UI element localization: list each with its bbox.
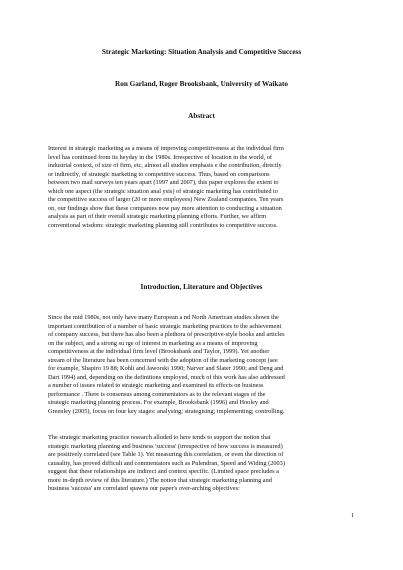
text-line: Greenley (2005), focus on four key stages: analysing; strategising; implementing; controlling. — [48, 407, 285, 415]
text-line: industrial context, of size of firm, etc, almost all studies emphasis e the contribution, directly — [48, 162, 282, 169]
text-line: are positively correlated (see Table 1). Yet measuring this correlation, or even the direction of — [48, 451, 284, 458]
introduction-paragraph-2 — [48, 434, 360, 494]
paper-authors: Ron Garland, Roger Brooksbank, University of Waikato — [115, 80, 288, 88]
text-line: a number of issues related to strategic marketing and examined its effects on business — [48, 382, 264, 389]
text-line: level has continued from its heyday in the 1980s. Irrespective of location in the world, of — [48, 153, 273, 161]
text-line: Dart 1994) and, depending on the definitions employed, much of this work has also addressed — [48, 373, 285, 381]
text-line: the competitive success of larger (20 or more employees) New Zealand companies. Ten years — [48, 196, 284, 203]
abstract-heading: Abstract — [188, 112, 215, 120]
page-number: 1 — [351, 512, 355, 519]
text-line: on, our findings show that these companies now pay more attention to conducting a situation — [48, 204, 282, 212]
text-line: strategic marketing planning process. For example, Brooksbank (1996) and Hooley and — [48, 399, 269, 406]
introduction-paragraph-1 — [48, 314, 360, 416]
text-line: important contribution of a number of basic strategic marketing practices to the achievement — [48, 322, 282, 330]
text-line: stream of the literature has been concerned with the adoption of the marketing concept (see — [48, 356, 278, 364]
text-line: of company success, but there has also been a plethora of prescriptive-style books and articles — [48, 331, 285, 338]
text-line: performance . There is consensus among commentators as to the relevant stages of the — [48, 390, 266, 398]
text-line: suggest that these relationships are indirect and context specific. (Limited space precludes a — [48, 468, 279, 475]
text-line: conventional wisdom: strategic marketing planning still contributes to competitive success. — [48, 221, 278, 229]
text-line: business 'success' are correlated spawns our paper's over-arching objectives: — [48, 485, 240, 492]
text-line: on the subject, and a strong su rge of interest in marketing as a means of improving — [48, 339, 258, 347]
text-line: Interest in strategic marketing as a means of improving competitiveness at the individual firm — [48, 145, 284, 152]
text-line: strategic marketing planning and business 'success' (irrespective of how success is measured) — [48, 442, 283, 450]
text-line: more in-depth review of this literature.) The notion that strategic marketing planning and — [48, 476, 272, 484]
introduction-heading: Introduction, Literature and Objectives — [140, 283, 263, 291]
text-line: causality, has proved difficult and commentators such as Pulendran, Speed and Widing (2003) — [48, 459, 285, 467]
text-line: The strategic marketing practice research alluded to here tends to support the notion that — [48, 434, 271, 441]
text-line: or indirectly, of strategic marketing to competitive success. Thus, based on comparisons — [48, 170, 270, 178]
text-line: which one aspect (the strategic situation anal ysis) of strategic marketing has contributed to — [48, 187, 278, 195]
text-line: between two mail surveys ten years apart (1997 and 2007), this paper explores the extent to — [48, 179, 279, 186]
paper-title: Strategic Marketing: Situation Analysis and Competitive Success — [101, 48, 302, 56]
abstract-body — [48, 145, 360, 230]
text-line: Since the mid 1980s, not only have many European a nd North American studies shown the — [48, 314, 279, 321]
text-line: competitiveness at the individual firm level (Brooksbank and Taylor, 1999). Yet another — [48, 348, 270, 355]
text-line: analysis as part of their overall strategic marketing planning efforts. Further, we affirm — [48, 213, 267, 220]
text-line: for example, Shapiro 19 88; Kohli and Jaworski 1990; Narver and Slater 1990; and Deng and — [48, 365, 284, 372]
